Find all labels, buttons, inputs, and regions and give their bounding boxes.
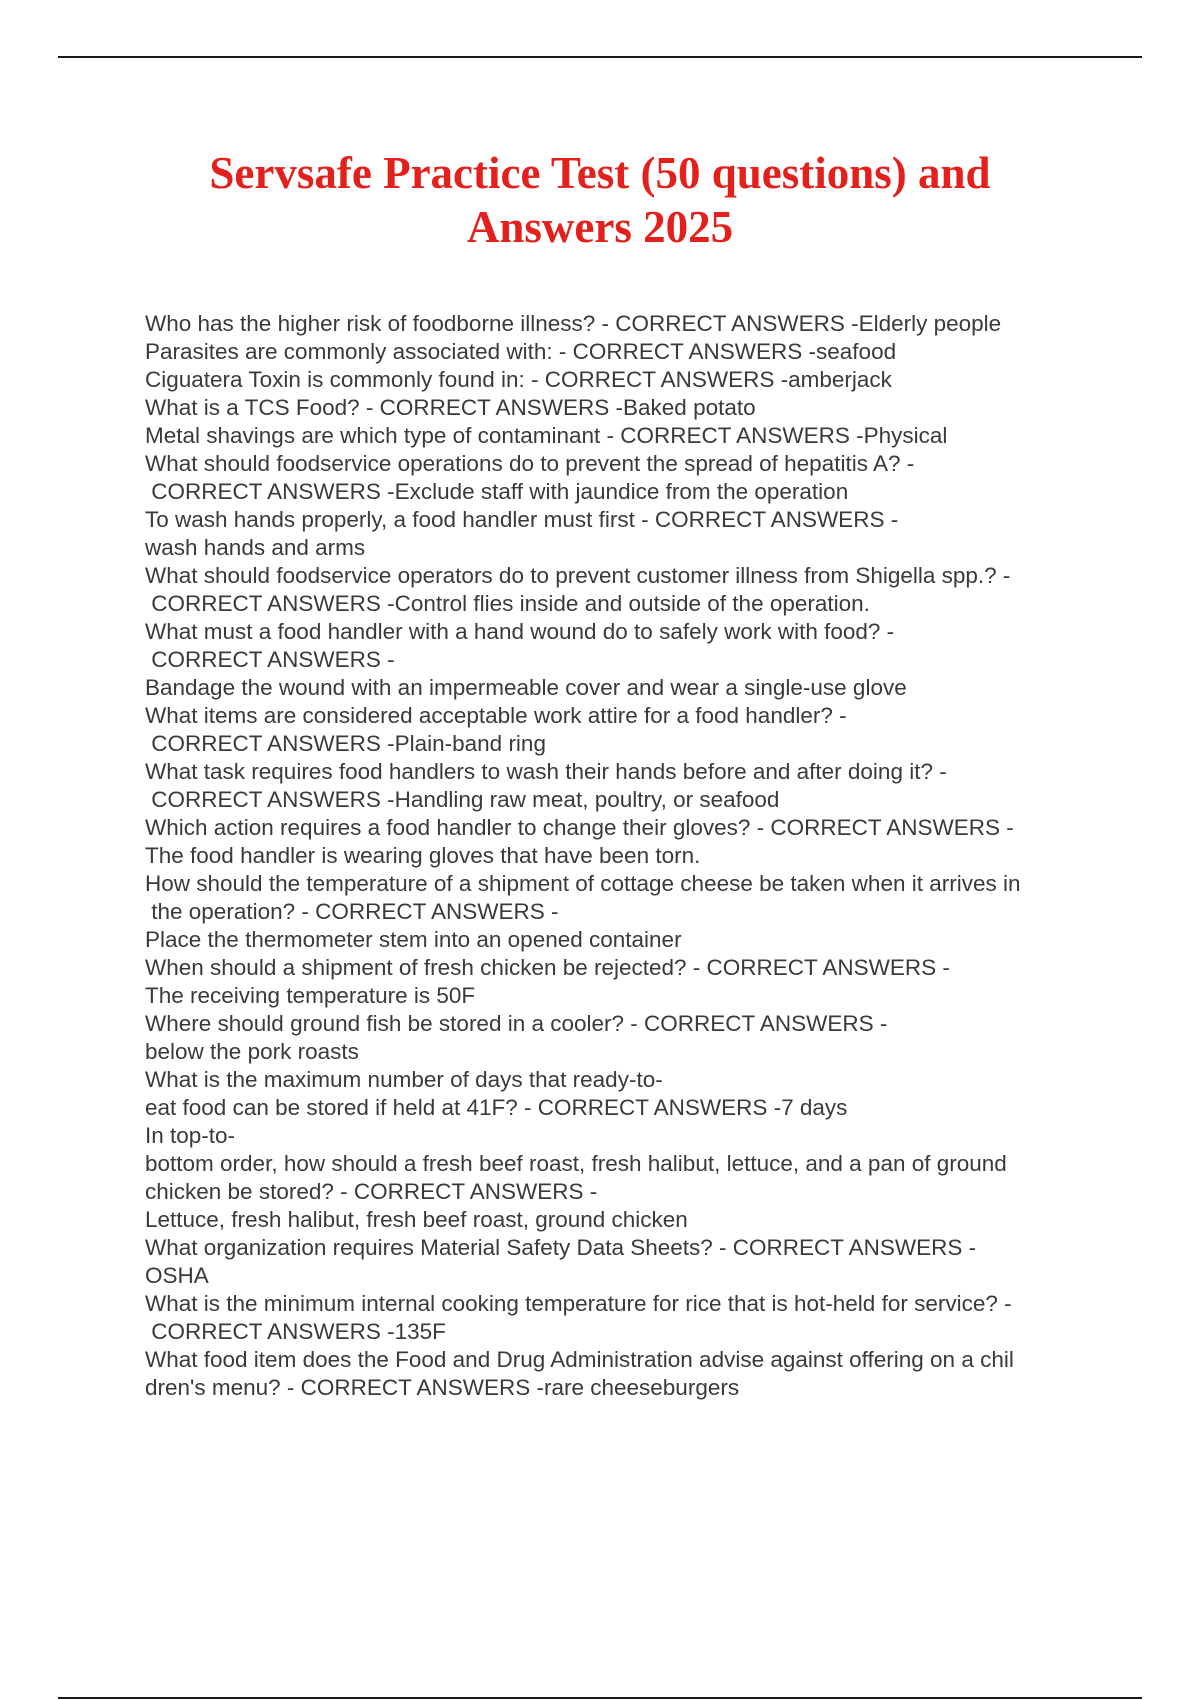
text-line: OSHA xyxy=(145,1263,209,1288)
text-line: CORRECT ANSWERS -Plain-band ring xyxy=(145,731,546,756)
text-line: What must a food handler with a hand wound do to safely work with food? - xyxy=(145,619,895,644)
text-line: CORRECT ANSWERS -Exclude staff with jaundice from the operation xyxy=(145,479,849,504)
text-line: What is a TCS Food? - CORRECT ANSWERS -Baked potato xyxy=(145,395,756,420)
document-title xyxy=(100,146,1100,254)
text-line: What should foodservice operations do to prevent the spread of hepatitis A? - xyxy=(145,451,915,476)
text-line: What is the minimum internal cooking temperature for rice that is hot-held for service? - xyxy=(145,1291,1012,1316)
text-line: eat food can be stored if held at 41F? - CORRECT ANSWERS -7 days xyxy=(145,1095,848,1120)
text-line: In top-to- xyxy=(145,1123,236,1148)
text-line: the operation? - CORRECT ANSWERS - xyxy=(145,899,559,924)
text-line: What should foodservice operators do to prevent customer illness from Shigella spp.? - xyxy=(145,563,1011,588)
text-line: Lettuce, fresh halibut, fresh beef roast, ground chicken xyxy=(145,1207,688,1232)
text-line: wash hands and arms xyxy=(145,535,366,560)
text-line: When should a shipment of fresh chicken be rejected? - CORRECT ANSWERS - xyxy=(145,955,950,980)
title-line: Servsafe Practice Test (50 questions) and xyxy=(209,148,991,198)
text-line: What food item does the Food and Drug Administration advise against offering on a chil xyxy=(145,1347,1014,1372)
text-line: CORRECT ANSWERS -Handling raw meat, poultry, or seafood xyxy=(145,787,780,812)
text-line: Place the thermometer stem into an opened container xyxy=(145,927,682,952)
text-line: Where should ground fish be stored in a cooler? - CORRECT ANSWERS - xyxy=(145,1011,888,1036)
text-line: CORRECT ANSWERS - xyxy=(145,647,395,672)
text-line: To wash hands properly, a food handler must first - CORRECT ANSWERS - xyxy=(145,507,899,532)
text-line: What task requires food handlers to wash their hands before and after doing it? - xyxy=(145,759,947,784)
text-line: Bandage the wound with an impermeable cover and wear a single-use glove xyxy=(145,675,907,700)
text-line: CORRECT ANSWERS -Control flies inside and outside of the operation. xyxy=(145,591,870,616)
question-answer-list xyxy=(145,310,1095,1402)
text-line: Metal shavings are which type of contaminant - CORRECT ANSWERS -Physical xyxy=(145,423,948,448)
text-line: Parasites are commonly associated with: - CORRECT ANSWERS -seafood xyxy=(145,339,897,364)
text-line: dren's menu? - CORRECT ANSWERS -rare cheeseburgers xyxy=(145,1375,740,1400)
text-line: What items are considered acceptable work attire for a food handler? - xyxy=(145,703,847,728)
text-line: Ciguatera Toxin is commonly found in: - CORRECT ANSWERS -amberjack xyxy=(145,367,892,392)
text-line: Which action requires a food handler to change their gloves? - CORRECT ANSWERS - xyxy=(145,815,1014,840)
text-line: What organization requires Material Safety Data Sheets? - CORRECT ANSWERS - xyxy=(145,1235,977,1260)
top-rule xyxy=(58,56,1142,58)
text-line: below the pork roasts xyxy=(145,1039,359,1064)
text-line: How should the temperature of a shipment of cottage cheese be taken when it arrives in xyxy=(145,871,1021,896)
text-line: The receiving temperature is 50F xyxy=(145,983,476,1008)
text-line: chicken be stored? - CORRECT ANSWERS - xyxy=(145,1179,598,1204)
text-line: What is the maximum number of days that ready-to- xyxy=(145,1067,663,1092)
text-line: bottom order, how should a fresh beef roast, fresh halibut, lettuce, and a pan of ground xyxy=(145,1151,1007,1176)
title-line: Answers 2025 xyxy=(466,202,734,252)
text-line: Who has the higher risk of foodborne illness? - CORRECT ANSWERS -Elderly people xyxy=(145,311,1002,336)
bottom-rule xyxy=(58,1697,1142,1699)
text-line: CORRECT ANSWERS -135F xyxy=(145,1319,446,1344)
text-line: The food handler is wearing gloves that have been torn. xyxy=(145,843,701,868)
